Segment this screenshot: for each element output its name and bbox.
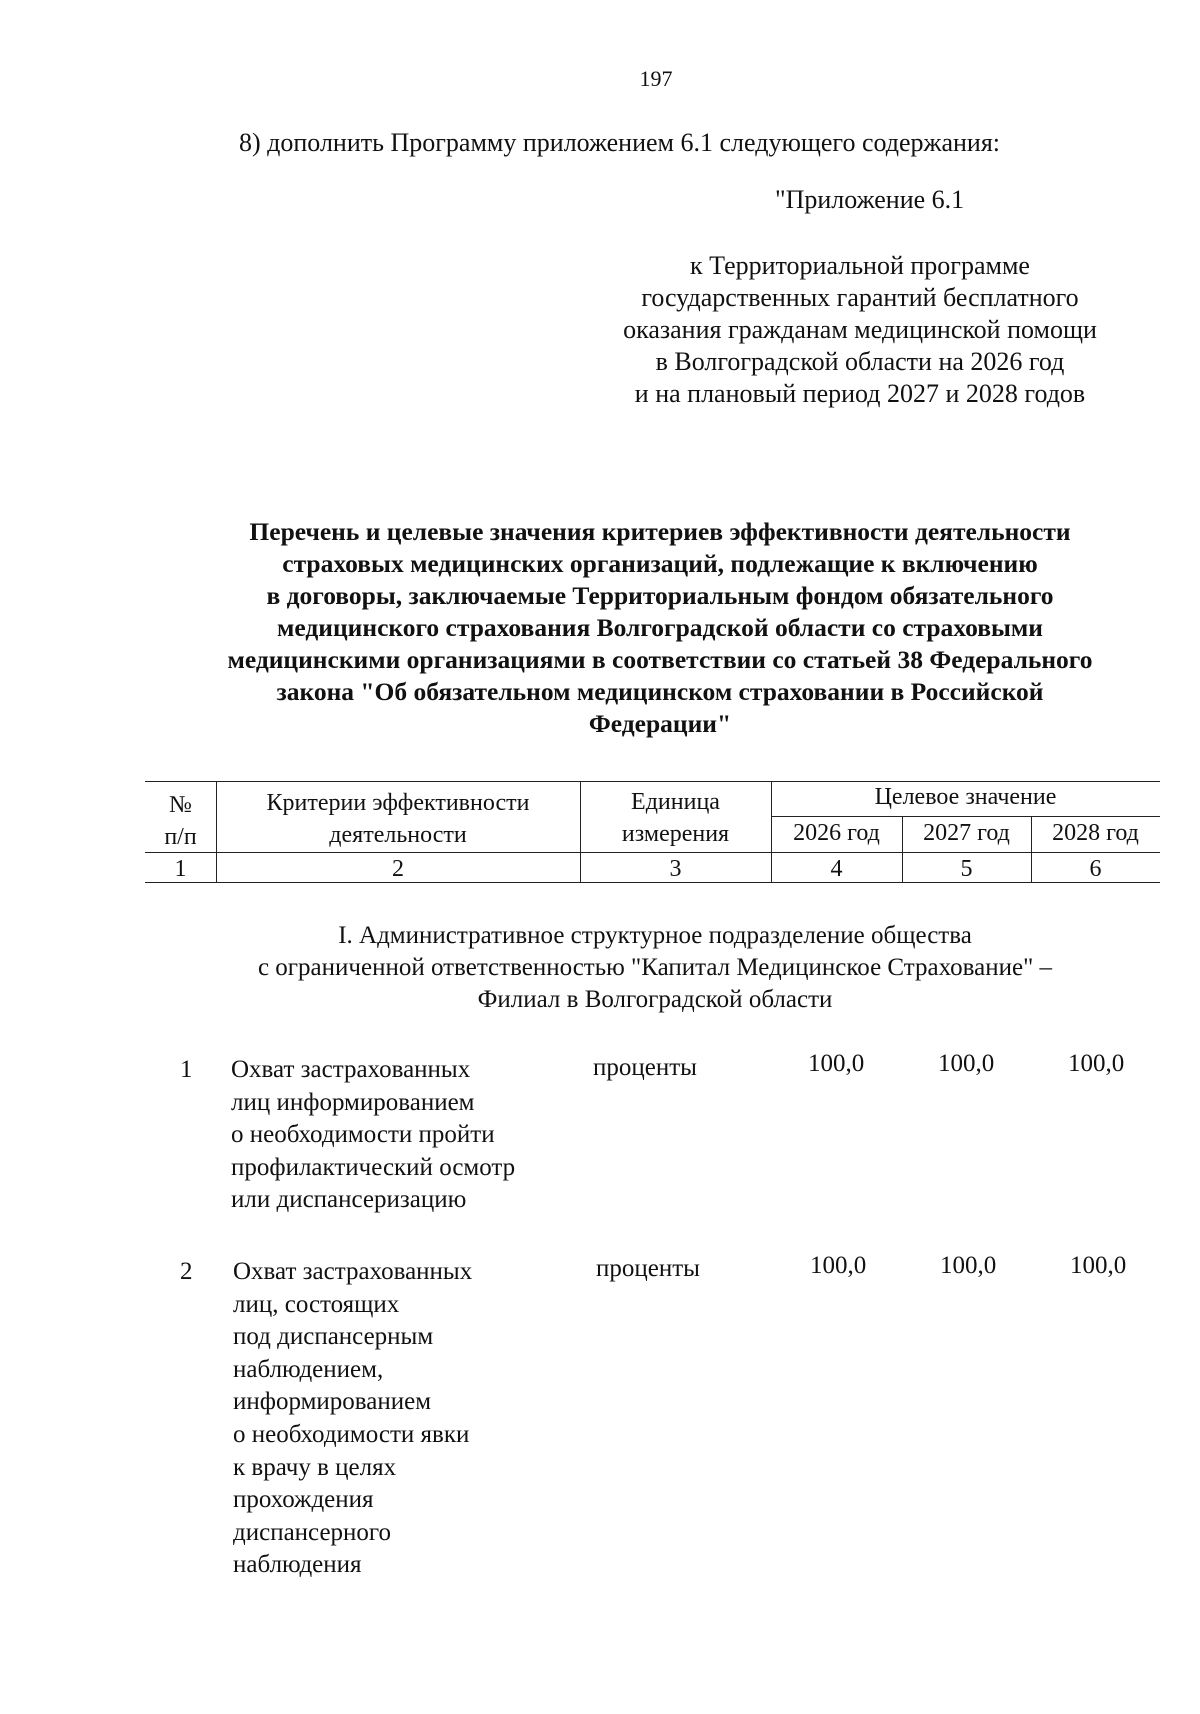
criteria-line: о необходимости пройти <box>231 1121 495 1149</box>
title-line: страховых медицинских организаций, подлежащие к включению <box>282 549 1038 578</box>
criteria-line: прохождения <box>233 1486 374 1514</box>
appendix-line: и на плановый период 2027 и 2028 годов <box>634 379 1086 408</box>
row-criteria <box>231 1054 515 1217</box>
page-number: 197 <box>639 66 673 91</box>
title-line: закона "Об обязательном медицинском страховании в Российской <box>276 677 1044 706</box>
appendix-title: "Приложение 6.1 <box>775 185 965 214</box>
row-unit: проценты <box>596 1255 700 1282</box>
criteria-line: Охват застрахованных <box>233 1258 473 1285</box>
criteria-line: или диспансеризацию <box>231 1186 467 1214</box>
column-number: 3 <box>669 856 682 882</box>
header-target-label: Целевое значение <box>874 784 1057 810</box>
row-value-2027: 100,0 <box>940 1252 997 1279</box>
row-unit: проценты <box>593 1054 697 1081</box>
header-criteria-line2: деятельности <box>329 822 467 848</box>
criteria-line: о необходимости явки <box>233 1420 470 1448</box>
row-value-2028: 100,0 <box>1070 1252 1127 1279</box>
row-number: 1 <box>180 1056 193 1083</box>
title-line: Перечень и целевые значения критериев эффективности деятельности <box>249 517 1071 546</box>
appendix-line: оказания гражданам медицинской помощи <box>623 315 1097 344</box>
section-line: Филиал в Волгоградской области <box>477 986 833 1013</box>
header-year-2028: 2028 год <box>1052 820 1139 846</box>
title-line: в договоры, заключаемые Территориальным фондом обязательного <box>266 581 1054 610</box>
criteria-line: к врачу в целях <box>233 1453 397 1481</box>
row-number: 2 <box>180 1258 193 1285</box>
column-number: 6 <box>1089 856 1102 882</box>
appendix-reference <box>600 250 1120 410</box>
criteria-line: информированием <box>233 1388 432 1416</box>
criteria-line: диспансерного <box>233 1518 392 1546</box>
criteria-line: наблюдения <box>233 1551 362 1579</box>
column-number: 4 <box>830 856 843 882</box>
criteria-line: лиц, состоящих <box>233 1290 400 1318</box>
title-line: медицинского страхования Волгоградской области со страховыми <box>277 613 1043 642</box>
section-title <box>150 920 1160 1016</box>
header-criteria-line1: Критерии эффективности <box>266 790 530 816</box>
criteria-line: лиц информированием <box>231 1088 475 1116</box>
header-unit-line2: измерения <box>621 821 730 847</box>
header-num-line1: № <box>169 792 192 818</box>
title-line: Федерации" <box>588 709 732 738</box>
header-year-2027: 2027 год <box>923 820 1010 846</box>
column-number: 1 <box>174 856 187 882</box>
criteria-line: Охват застрахованных <box>231 1056 471 1083</box>
header-unit-line1: Единица <box>631 789 720 815</box>
appendix-line: в Волгоградской области на 2026 год <box>655 347 1065 376</box>
header-num-line2: п/п <box>164 824 197 850</box>
intro-paragraph: 8) дополнить Программу приложением 6.1 следующего содержания: <box>239 128 1001 157</box>
row-value-2027: 100,0 <box>938 1050 995 1077</box>
title-line: медицинскими организациями в соответствии со статьей 38 Федерального <box>227 645 1093 674</box>
criteria-line: под диспансерным <box>233 1323 434 1351</box>
years-divider <box>771 816 1160 817</box>
criteria-line: профилактический осмотр <box>231 1153 516 1181</box>
row-value-2026: 100,0 <box>810 1252 867 1279</box>
document-title <box>150 516 1170 740</box>
header-bottom-border <box>145 852 1160 853</box>
section-line: I. Административное структурное подразделение общества <box>338 922 972 949</box>
appendix-line: государственных гарантий бесплатного <box>641 283 1079 312</box>
appendix-line: к Территориальной программе <box>690 251 1030 280</box>
criteria-line: наблюдением, <box>233 1355 384 1383</box>
header-year-2026: 2026 год <box>793 820 880 846</box>
row-criteria <box>233 1256 472 1582</box>
column-number: 2 <box>392 856 404 882</box>
row-value-2026: 100,0 <box>808 1050 865 1077</box>
section-line: с ограниченной ответственностью "Капитал Медицинское Страхование" – <box>257 954 1053 981</box>
column-number: 5 <box>960 856 973 882</box>
row-value-2028: 100,0 <box>1068 1050 1125 1077</box>
